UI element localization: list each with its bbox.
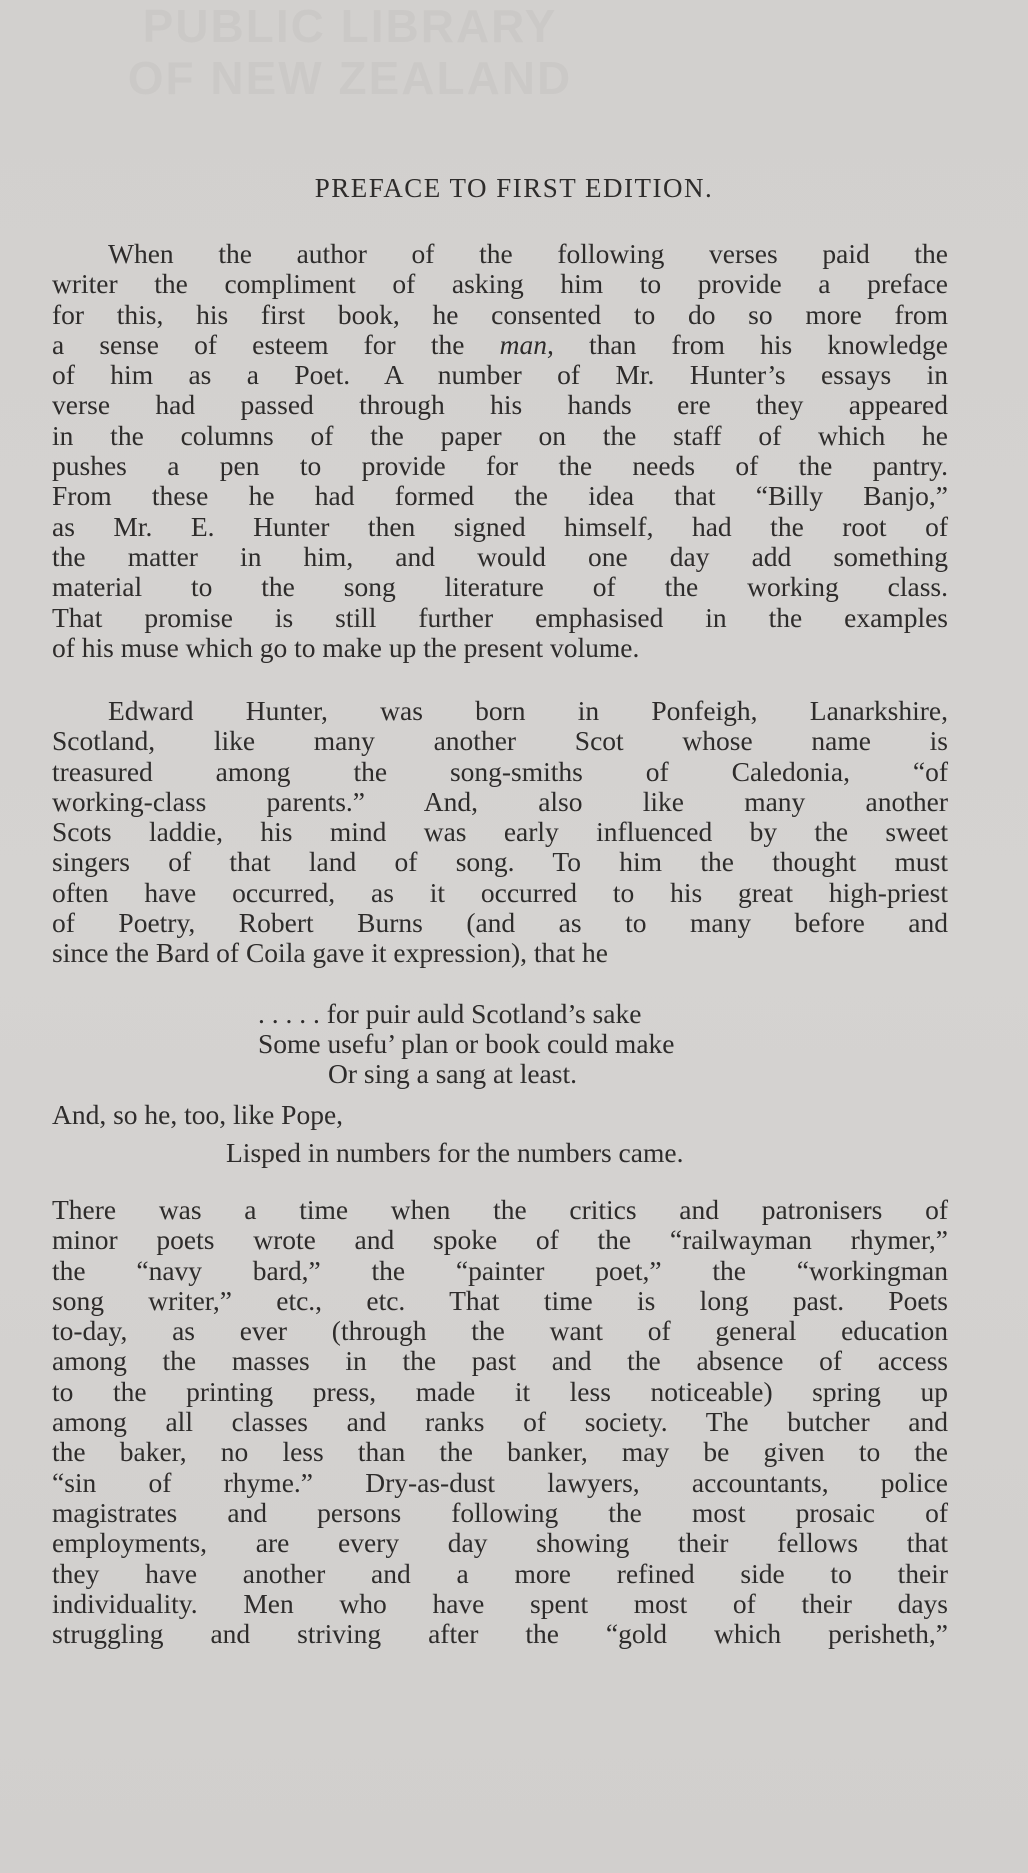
paragraph-line: since the Bard of Coila gave it expression), that he [52,937,608,969]
transition-line: And, so he, too, like Pope, [52,1099,344,1130]
paragraph-line: treasured among the song-smiths of Caledonia, “of [52,755,948,787]
paragraph-line: of Poetry, Robert Burns (and as to many before and [52,907,948,939]
paragraph-line: verse had passed through his hands ere they appeared [52,389,948,421]
paragraph-line: Edward Hunter, was born in Ponfeigh, Lanarkshire, [108,695,948,726]
line-segment: a sense of esteem for the [52,328,465,360]
page-title: PREFACE TO FIRST EDITION. [314,173,714,203]
paragraph-line: of his muse which go to make up the present volume. [52,631,640,663]
paragraph-line: material to the song literature of the working class. [52,571,948,603]
paragraph-line: often have occurred, as it occurred to his great high-priest [52,876,948,908]
paragraph-line: they have another and a more refined side to their [52,1557,948,1589]
paragraph-line: of him as a Poet. A number of Mr. Hunter’s essays in [52,359,948,391]
paragraph-line: in the columns of the paper on the staff of which he [52,419,948,451]
paragraph-line: the matter in him, and would one day add something [52,540,948,572]
verse-line: Some usefu’ plan or book could make [258,1028,675,1059]
paragraph-line: to the printing press, made it less noticeable) spring up [52,1375,948,1407]
emphasis-man: man, [499,328,554,360]
paragraph-line: among the masses in the past and the absence of access [52,1345,948,1377]
paragraph-line: to-day, as ever (through the want of general education [52,1315,948,1347]
line-segment: than from his knowledge [589,328,949,360]
paragraph-line: singers of that land of song. To him the thought must [52,846,948,878]
paragraph-line: working-class parents.” And, also like many another [52,785,948,817]
paragraph-line: minor poets wrote and spoke of the “railwayman rhymer,” [52,1224,948,1256]
paragraph-line: “sin of rhyme.” Dry-as-dust lawyers, accountants, police [52,1466,948,1498]
paragraph-line: pushes a pen to provide for the needs of the pantry. [52,450,948,482]
verse-line: Or sing a sang at least. [328,1058,577,1089]
paragraph-line: song writer,” etc., etc. That time is long past. Poets [52,1284,948,1316]
paragraph-line: the “navy bard,” the “painter poet,” the “workingman [52,1254,948,1286]
paragraph-line: When the author of the following verses paid the [108,238,948,269]
paragraph-line: From these he had formed the idea that “Billy Banjo,” [52,480,948,512]
faded-stamp-line-2: OF NEW ZEALAND [127,52,573,104]
paragraph-line: That promise is still further emphasised in the examples [52,601,948,633]
verse-line: Lisped in numbers for the numbers came. [226,1137,684,1168]
preface-paragraph-1 [52,239,948,663]
paragraph-line: among all classes and ranks of society. The butcher and [52,1406,948,1438]
paragraph-line: for this, his first book, he consented to do so more from [52,298,948,330]
paragraph-line: writer the compliment of asking him to provide a preface [52,268,948,300]
verse-line: . . . . . for puir auld Scotland’s sake [258,998,642,1029]
paragraph-line: Scotland, like many another Scot whose name is [52,725,948,757]
paragraph-line [52,330,948,360]
preface-paragraph-2 [52,696,948,969]
faded-stamp-line-1: PUBLIC LIBRARY [142,0,558,52]
paragraph-line: struggling and striving after the “gold which perisheth,” [52,1618,948,1650]
faded-library-stamp [70,0,630,110]
paragraph-line: individuality. Men who have spent most of their days [52,1587,948,1619]
paragraph-line: magistrates and persons following the most prosaic of [52,1496,948,1528]
paragraph-line: There was a time when the critics and patronisers of [52,1194,948,1225]
paragraph-line: Scots laddie, his mind was early influenced by the sweet [52,816,948,848]
paragraph-line: as Mr. E. Hunter then signed himself, had the root of [52,510,948,542]
paragraph-line: employments, are every day showing their fellows that [52,1527,948,1559]
paragraph-line: the baker, no less than the banker, may be given to the [52,1436,948,1468]
preface-paragraph-3 [52,1195,948,1649]
